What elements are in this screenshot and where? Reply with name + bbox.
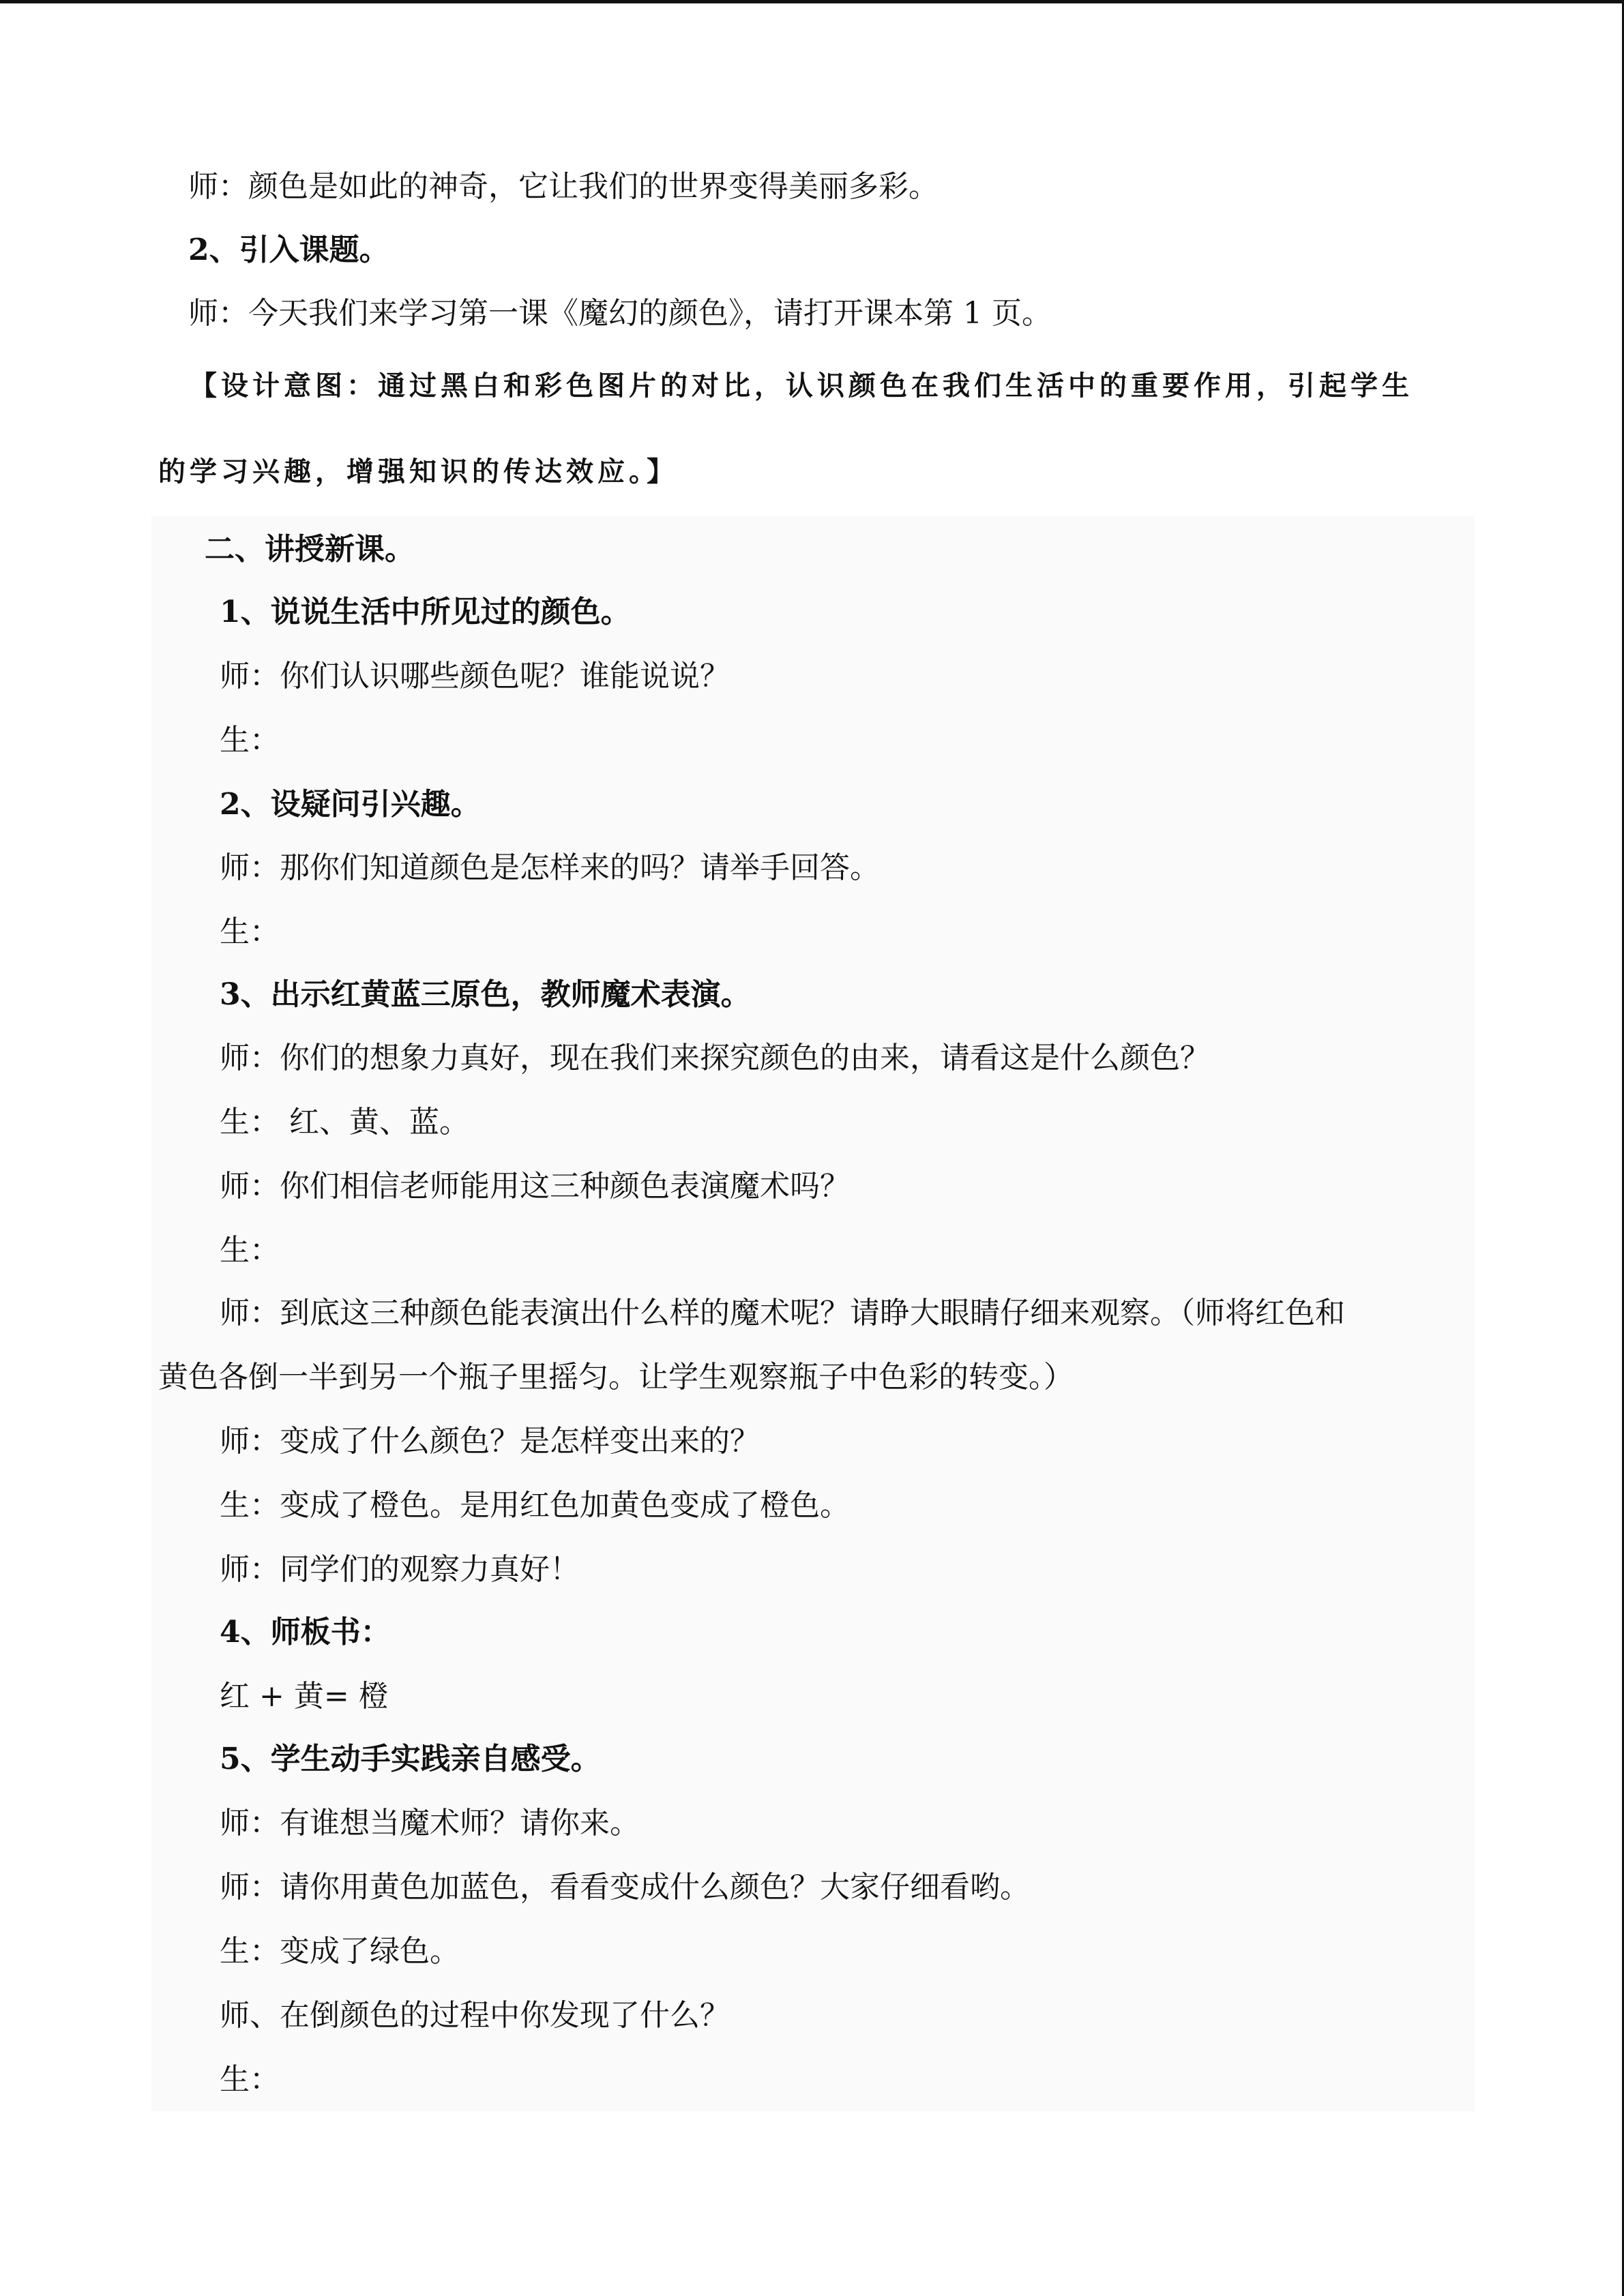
intro-line-1: 师：颜色是如此的神奇，它让我们的世界变得美丽多彩。 [188,169,939,204]
step-4-heading: 4、师板书： [220,1615,391,1650]
dialogue-line: 生：变成了绿色。 [220,1934,460,1969]
section-title: 二、讲授新课。 [205,532,415,567]
dialogue-line: 生： [220,2062,280,2097]
design-intent-line-2: 的学习兴趣，增强知识的传达效应。】 [158,456,678,488]
dialogue-line: 生：变成了橙色。是用红色加黄色变成了橙色。 [220,1488,850,1523]
intro-heading-2: 2、引入课题。 [188,233,389,267]
step-5-heading: 5、学生动手实践亲自感受。 [220,1742,601,1776]
dialogue-line: 生： [220,914,280,949]
step-3-heading: 3、出示红黄蓝三原色，教师魔术表演。 [220,977,751,1012]
intro-line-3: 师：今天我们来学习第一课《魔幻的颜色》，请打开课本第 1 页。 [188,296,1052,331]
blackboard-formula: 红 + 黄= 橙 [220,1679,389,1714]
dialogue-line: 师：那你们知道颜色是怎样来的吗？请举手回答。 [220,850,880,885]
dialogue-line: 师：到底这三种颜色能表演出什么样的魔术呢？请睁大眼睛仔细来观察。（师将红色和 [220,1296,1345,1330]
dialogue-line: 师：有谁想当魔术师？请你来。 [220,1806,640,1840]
dialogue-line: 师：你们相信老师能用这三种颜色表演魔术吗？ [220,1169,850,1204]
step-1-heading: 1、说说生活中所见过的颜色。 [220,595,631,629]
dialogue-line: 师：同学们的观察力真好！ [220,1552,580,1587]
dialogue-line-continued: 黄色各倒一半到另一个瓶子里摇匀。让学生观察瓶子中色彩的转变。） [158,1360,1074,1395]
dialogue-line: 师：请你用黄色加蓝色，看看变成什么颜色？大家仔细看哟。 [220,1870,1030,1905]
dialogue-line: 师：你们认识哪些颜色呢？谁能说说？ [220,659,730,694]
dialogue-line: 生： [220,723,280,758]
dialogue-line: 生： [220,1233,280,1268]
dialogue-line: 师：你们的想象力真好，现在我们来探究颜色的由来，请看这是什么颜色？ [220,1041,1210,1075]
step-2-heading: 2、设疑问引兴趣。 [220,787,481,822]
dialogue-line: 师：变成了什么颜色？是怎样变出来的？ [220,1424,760,1459]
dialogue-line: 师、在倒颜色的过程中你发现了什么？ [220,1998,730,2033]
dialogue-line: 生： 红、黄、蓝。 [220,1105,469,1139]
design-intent-line-1: 【设计意图：通过黑白和彩色图片的对比，认识颜色在我们生活中的重要作用，引起学生 [190,370,1413,402]
